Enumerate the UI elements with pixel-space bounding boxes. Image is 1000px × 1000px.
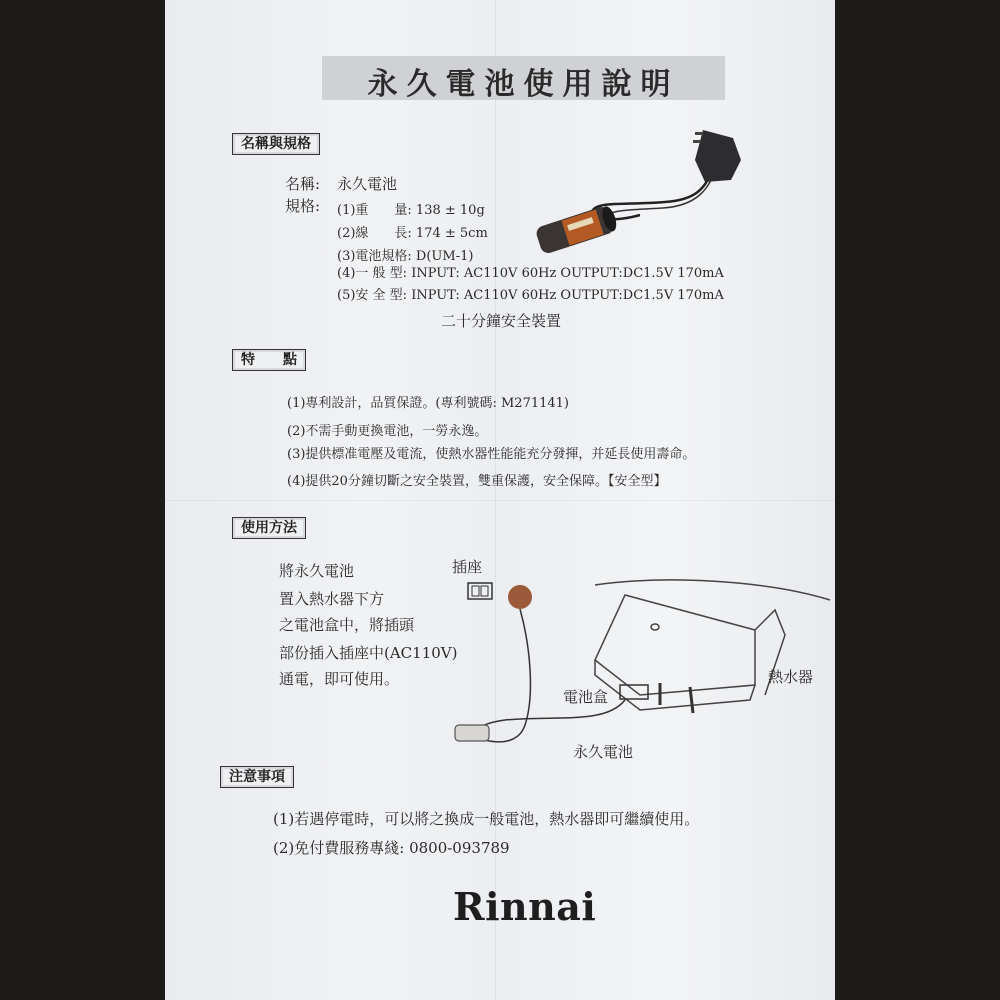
page-title: 永久電池使用說明: [367, 67, 680, 102]
battery-label: 永久電池: [573, 743, 634, 761]
feature-item: (2)不需手動更換電池，一勞永逸。: [287, 424, 488, 439]
safety-device-note: 二十分鐘安全裝置: [441, 312, 562, 330]
features-section-header: 特 點: [232, 349, 306, 371]
heater-label: 熱水器: [768, 668, 814, 686]
spec-label: 規格:: [285, 197, 321, 215]
name-label: 名稱:: [285, 175, 321, 193]
battery-adapter-illustration: [545, 120, 745, 260]
spec-row-weight: (1)重 量: 138 ± 10g: [337, 203, 485, 218]
spec-row-safe: (5)安 全 型: INPUT: AC110V 60Hz OUTPUT:DC1.5V 170mA: [337, 288, 724, 303]
feature-item: (1)專利設計，品質保證。(專利號碼: M271141): [287, 396, 570, 411]
notes-section-header: 注意事項: [220, 766, 294, 788]
note-item: (2)免付費服務專綫: 0800-093789: [273, 839, 510, 857]
spec-row-general: (4)一 般 型: INPUT: AC110V 60Hz OUTPUT:DC1.5V 170mA: [337, 266, 724, 281]
usage-line: 置入熱水器下方: [279, 590, 385, 608]
feature-item: (4)提供20分鐘切斷之安全裝置，雙重保護，安全保障。【安全型】: [287, 474, 667, 489]
spec-section-header: 名稱與規格: [232, 133, 320, 155]
instruction-sheet: [165, 0, 835, 1000]
usage-line: 之電池盒中，將插頭: [279, 616, 415, 634]
paper-fold-horizontal: [165, 500, 835, 501]
usage-line: 部份插入插座中(AC110V): [279, 644, 458, 662]
battery-box-label: 電池盒: [563, 688, 609, 706]
spec-row-battery: (3)電池規格: D(UM-1): [337, 249, 474, 264]
feature-item: (3)提供標准電壓及電流，使熱水器性能能充分發揮，并延長使用壽命。: [287, 447, 696, 462]
usage-line: 通電，即可使用。: [279, 670, 400, 688]
title-banner: [322, 56, 725, 100]
note-item: (1)若遇停電時，可以將之換成一般電池，熱水器即可繼續使用。: [273, 810, 700, 828]
rinnai-logo: Rinnai: [453, 884, 597, 929]
spec-row-length: (2)線 長: 174 ± 5cm: [337, 226, 488, 241]
outlet-label: 插座: [452, 558, 483, 576]
usage-line: 將永久電池: [279, 562, 355, 580]
usage-section-header: 使用方法: [232, 517, 306, 539]
name-value: 永久電池: [337, 175, 398, 193]
